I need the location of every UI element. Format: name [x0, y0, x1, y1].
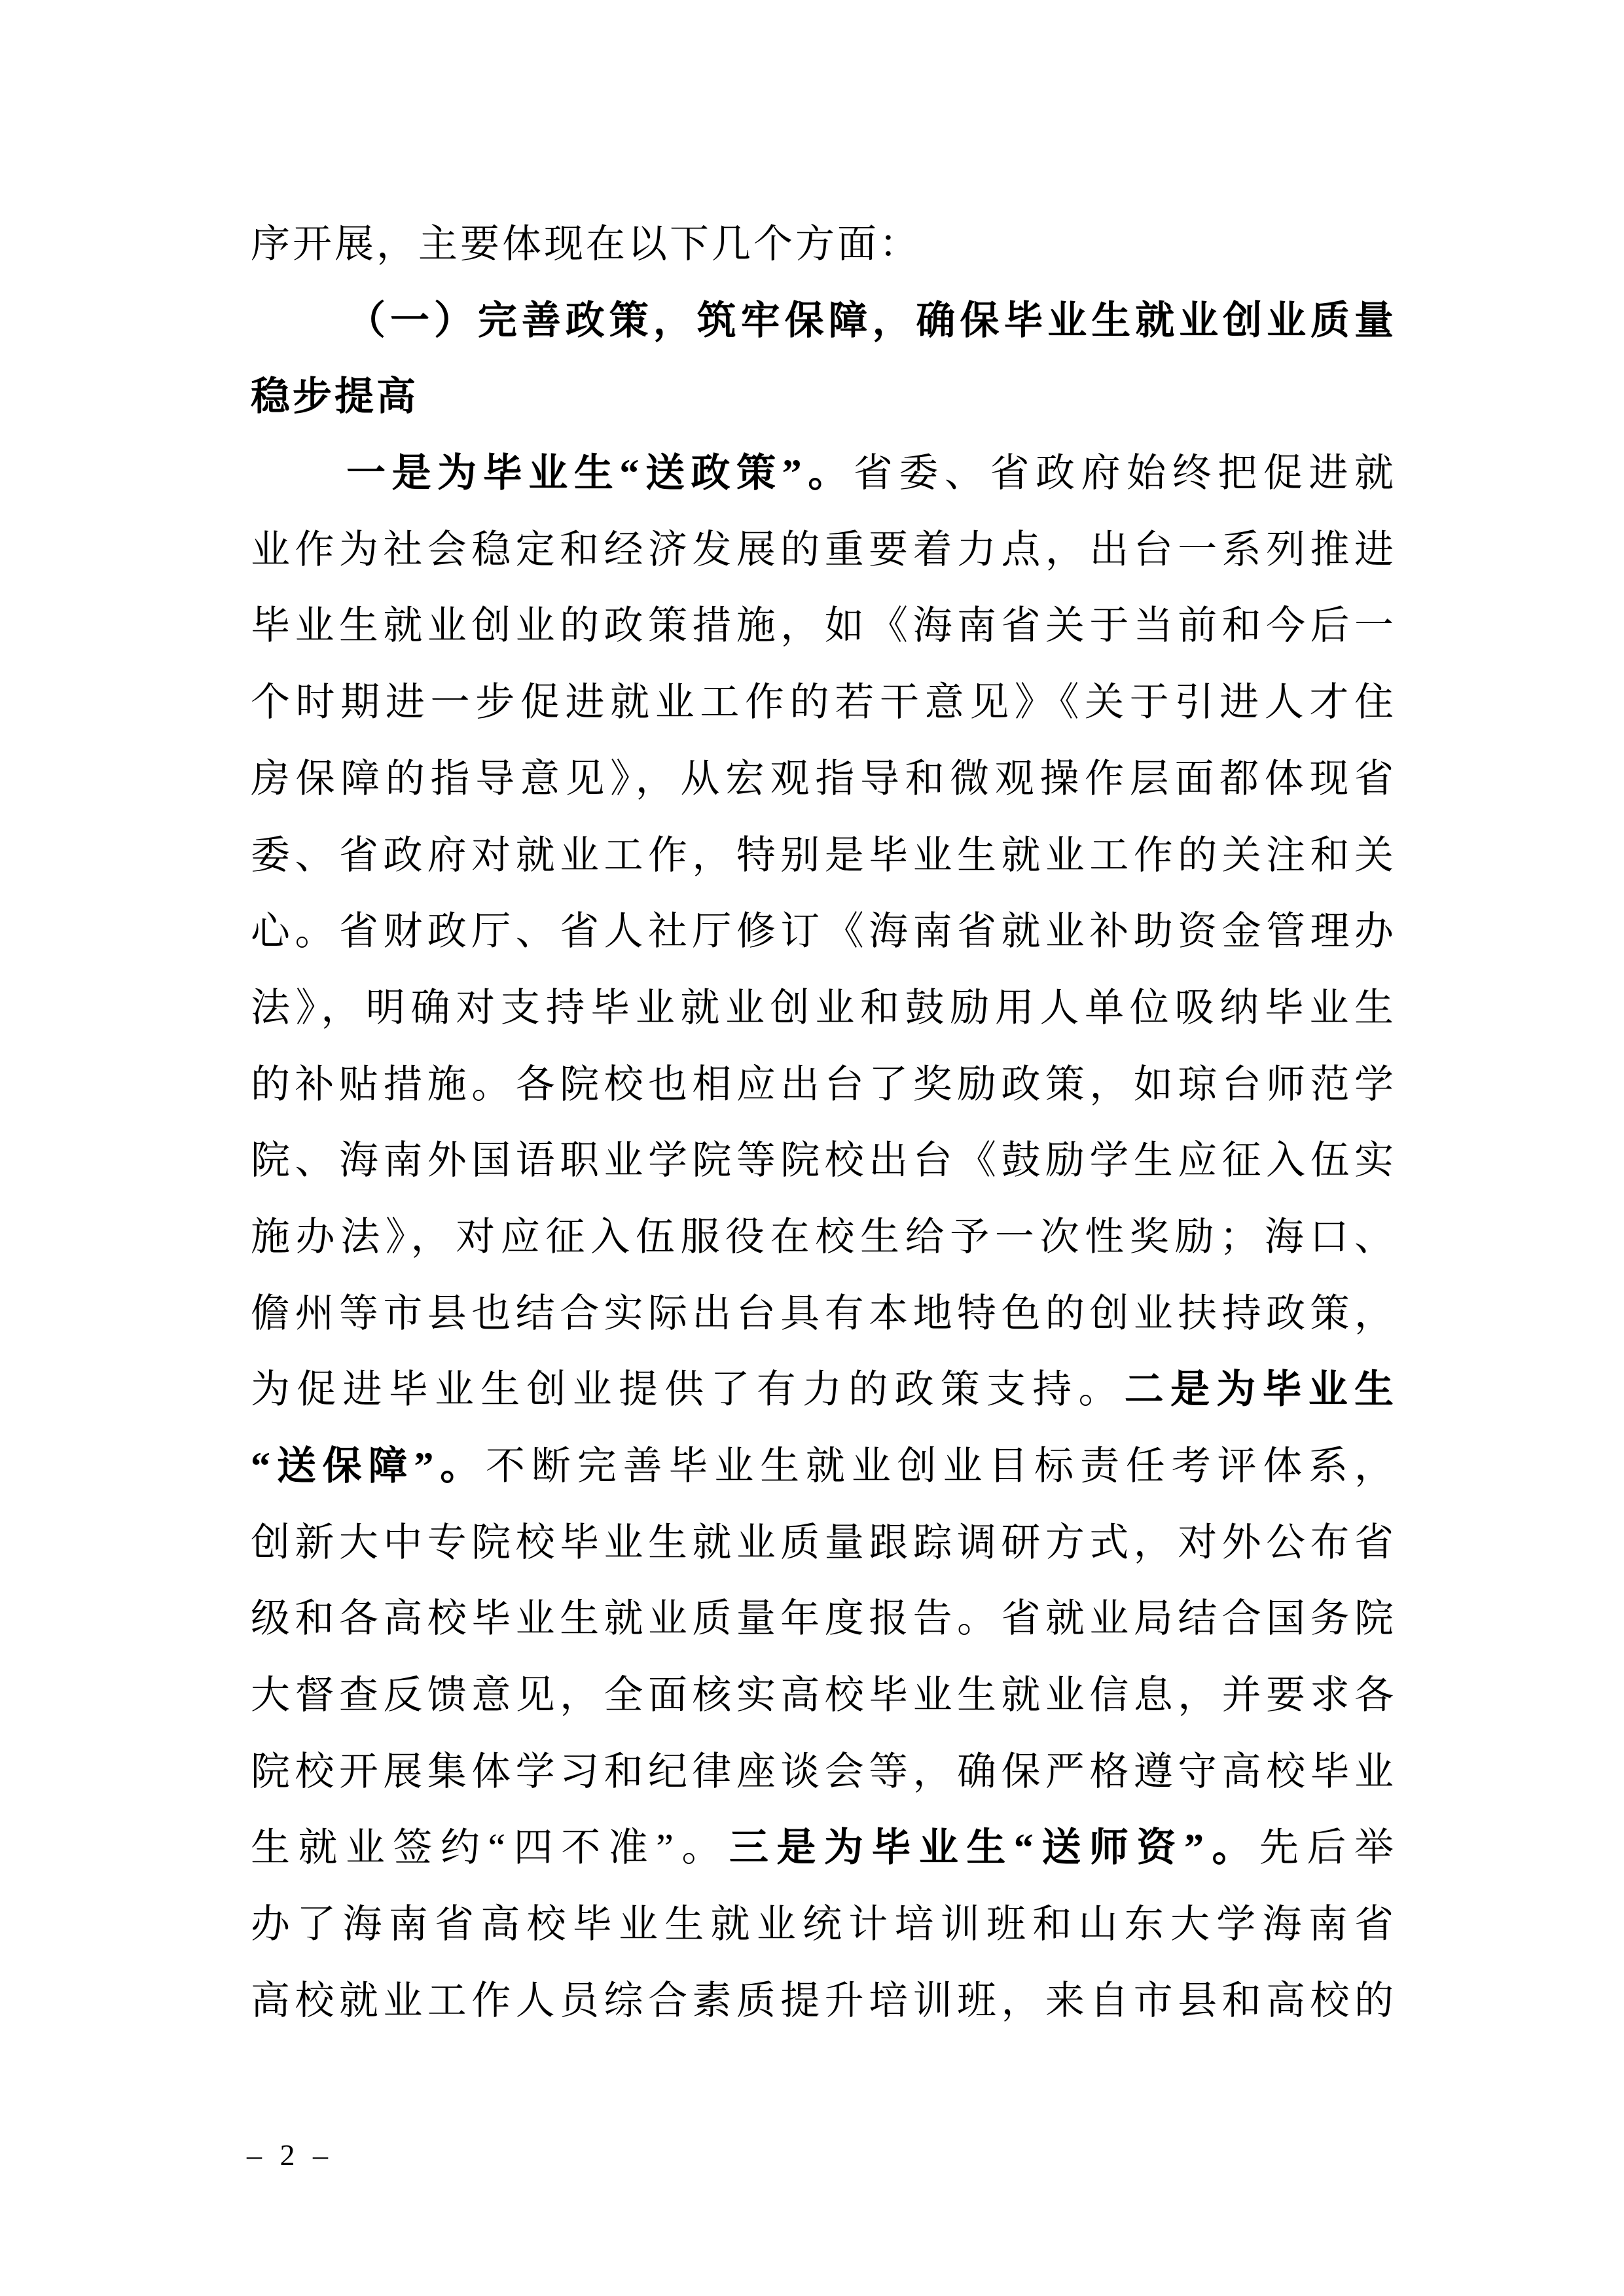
text-segment: （一）完善政策，筑牢保障，确保毕业生就业创业质量	[346, 298, 1396, 342]
text-line	[251, 1276, 1396, 1352]
text-line	[251, 1352, 1396, 1428]
text-segment: 施办法》，对应征入伍服役在校生给予一次性奖励；海口、	[251, 1215, 1396, 1259]
text-segment: 大督查反馈意见，全面核实高校毕业生就业信息，并要求各	[251, 1674, 1396, 1717]
text-line	[251, 741, 1396, 817]
text-segment: 院、海南外国语职业学院等院校出台《鼓励学生应征入伍实	[251, 1139, 1396, 1183]
text-segment: 创新大中专院校毕业生就业质量跟踪调研方式，对外公布省	[251, 1520, 1396, 1564]
text-segment: 心。省财政厅、省人社厅修订《海南省就业补助资金管理办	[251, 910, 1396, 954]
text-segment: 省委、省政府始终把促进就	[853, 452, 1397, 495]
run-in-heading: 一是为毕业生“送政策”。	[346, 452, 854, 495]
text-segment: 毕业生就业创业的政策措施，如《海南省关于当前和今后一	[251, 604, 1396, 648]
text-line	[251, 1886, 1396, 1963]
section-heading-line	[251, 283, 1396, 359]
text-line	[251, 1734, 1396, 1810]
run-in-heading: “送保障”。	[251, 1444, 486, 1488]
text-line	[251, 1199, 1396, 1276]
run-in-heading: 二是为毕业生	[1124, 1368, 1396, 1412]
run-in-heading: 三是为毕业生“送师资”。	[729, 1826, 1259, 1870]
text-segment: 院校开展集体学习和纪律座谈会等，确保严格遵守高校毕业	[251, 1749, 1396, 1793]
text-line	[251, 893, 1396, 970]
text-segment: 为促进毕业生创业提供了有力的政策支持。	[251, 1368, 1125, 1412]
text-line	[251, 512, 1396, 588]
text-line	[251, 1505, 1396, 1581]
text-line	[251, 206, 1396, 283]
text-line	[251, 1047, 1396, 1123]
text-segment: 的补贴措施。各院校也相应出台了奖励政策，如琼台师范学	[251, 1062, 1396, 1106]
text-line	[251, 817, 1396, 894]
section-heading-line	[251, 359, 1396, 435]
text-line	[251, 1810, 1396, 1886]
text-segment: 稳步提高	[251, 375, 418, 419]
page-number: – 2 –	[247, 2138, 333, 2172]
text-segment: 委、省政府对就业工作，特别是毕业生就业工作的关注和关	[251, 833, 1396, 877]
text-segment: 儋州等市县也结合实际出台具有本地特色的创业扶持政策，	[251, 1291, 1396, 1335]
text-line	[251, 1428, 1396, 1505]
text-line	[251, 664, 1396, 741]
text-segment: 办了海南省高校毕业生就业统计培训班和山东大学海南省	[251, 1903, 1396, 1946]
text-segment: 高校就业工作人员综合素质提升培训班，来自市县和高校的	[251, 1979, 1396, 2022]
text-line	[251, 1581, 1396, 1657]
text-segment: 生就业签约“四不准”。	[251, 1826, 729, 1870]
text-segment: 不断完善毕业生就业创业目标责任考评体系，	[486, 1444, 1397, 1488]
text-segment: 序开展，主要体现在以下几个方面：	[251, 223, 921, 266]
text-line	[251, 970, 1396, 1047]
text-segment: 先后举	[1259, 1826, 1397, 1870]
text-line	[251, 1657, 1396, 1734]
text-segment: 个时期进一步促进就业工作的若干意见》《关于引进人才住	[251, 681, 1396, 725]
text-segment: 业作为社会稳定和经济发展的重要着力点，出台一系列推进	[251, 528, 1396, 571]
text-line	[251, 1963, 1396, 2039]
text-segment: 级和各高校毕业生就业质量年度报告。省就业局结合国务院	[251, 1597, 1396, 1641]
text-segment: 法》，明确对支持毕业就业创业和鼓励用人单位吸纳毕业生	[251, 986, 1396, 1030]
text-line	[251, 588, 1396, 664]
text-block	[251, 206, 1396, 2039]
text-segment: 房保障的指导意见》，从宏观指导和微观操作层面都体现省	[251, 757, 1396, 800]
text-line	[251, 1122, 1396, 1199]
text-line	[251, 435, 1396, 512]
